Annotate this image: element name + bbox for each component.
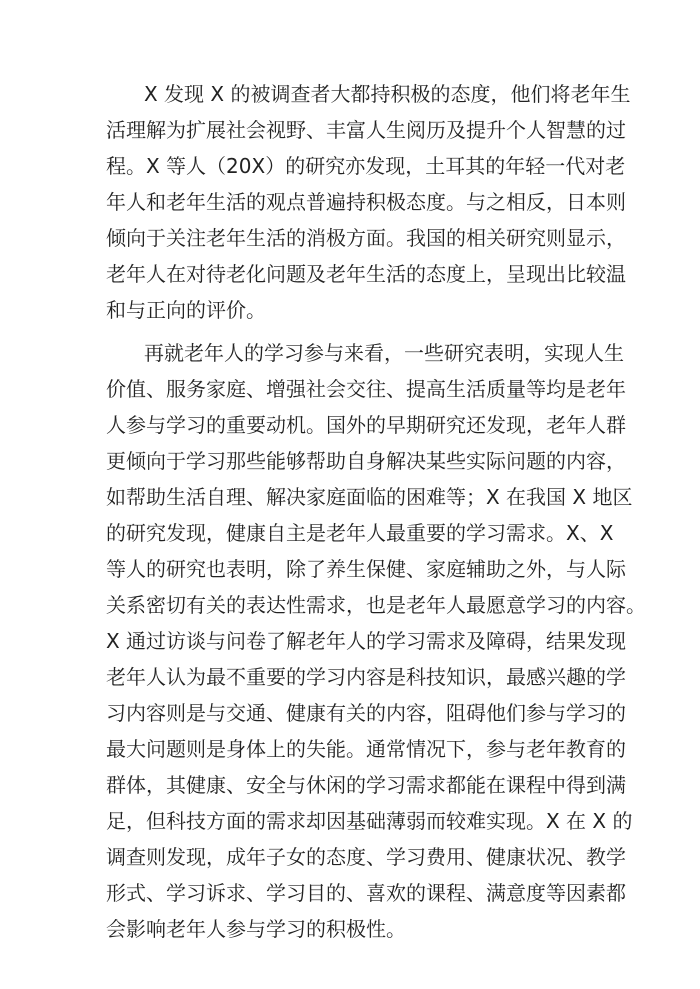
paragraph-2-line-1: 再就老年人的学习参与来看，一些研究表明，实现人生 <box>144 341 624 365</box>
paragraph-2-line-11: 习内容则是与交通、健康有关的内容，阻碍他们参与学习的 <box>106 701 626 725</box>
paragraph-2-line-4: 更倾向于学习那些能够帮助自身解决某些实际问题的内容， <box>106 449 626 473</box>
document-body <box>106 76 646 947</box>
paragraph-2-line-8: 关系密切有关的表达性需求，也是老年人最愿意学习的内容。 <box>106 593 646 617</box>
paragraph-2-line-5: 如帮助生活自理、解决家庭面临的困难等；X 在我国 X 地区 <box>106 485 633 509</box>
paragraph-2-line-16: 形式、学习诉求、学习目的、喜欢的课程、满意度等因素都 <box>106 881 626 905</box>
paragraph-1 <box>106 76 631 328</box>
paragraph-2-line-9: X 通过访谈与问卷了解老年人的学习需求及障碍，结果发现 <box>106 629 627 653</box>
paragraph-2 <box>106 335 646 947</box>
paragraph-2-line-13: 群体，其健康、安全与休闲的学习需求都能在课程中得到满 <box>106 773 626 797</box>
paragraph-1-line-2: 活理解为扩展社会视野、丰富人生阅历及提升个人智慧的过 <box>106 118 626 142</box>
paragraph-2-line-10: 老年人认为最不重要的学习内容是科技知识，最感兴趣的学 <box>106 665 626 689</box>
paragraph-2-line-2: 价值、服务家庭、增强社会交往、提高生活质量等均是老年 <box>106 377 626 401</box>
paragraph-1-line-7: 和与正向的评价。 <box>106 298 266 322</box>
paragraph-2-line-3: 人参与学习的重要动机。国外的早期研究还发现，老年人群 <box>106 413 626 437</box>
paragraph-2-line-14: 足，但科技方面的需求却因基础薄弱而较难实现。X 在 X 的 <box>106 809 633 833</box>
paragraph-1-line-3: 程。X 等人（20X）的研究亦发现，土耳其的年轻一代对老 <box>106 154 626 178</box>
paragraph-2-line-15: 调查则发现，成年子女的态度、学习费用、健康状况、教学 <box>106 845 626 869</box>
paragraph-1-line-6: 老年人在对待老化问题及老年生活的态度上，呈现出比较温 <box>106 262 626 286</box>
paragraph-1-line-1: X 发现 X 的被调查者大都持积极的态度，他们将老年生 <box>144 82 631 106</box>
paragraph-2-line-17: 会影响老年人参与学习的积极性。 <box>106 917 406 941</box>
paragraph-2-line-12: 最大问题则是身体上的失能。通常情况下，参与老年教育的 <box>106 737 626 761</box>
paragraph-2-line-6: 的研究发现，健康自主是老年人最重要的学习需求。X、X <box>106 521 614 545</box>
paragraph-1-line-4: 年人和老年生活的观点普遍持积极态度。与之相反，日本则 <box>106 190 626 214</box>
paragraph-2-line-7: 等人的研究也表明，除了养生保健、家庭辅助之外，与人际 <box>106 557 626 581</box>
paragraph-1-line-5: 倾向于关注老年生活的消极方面。我国的相关研究则显示， <box>106 226 626 250</box>
